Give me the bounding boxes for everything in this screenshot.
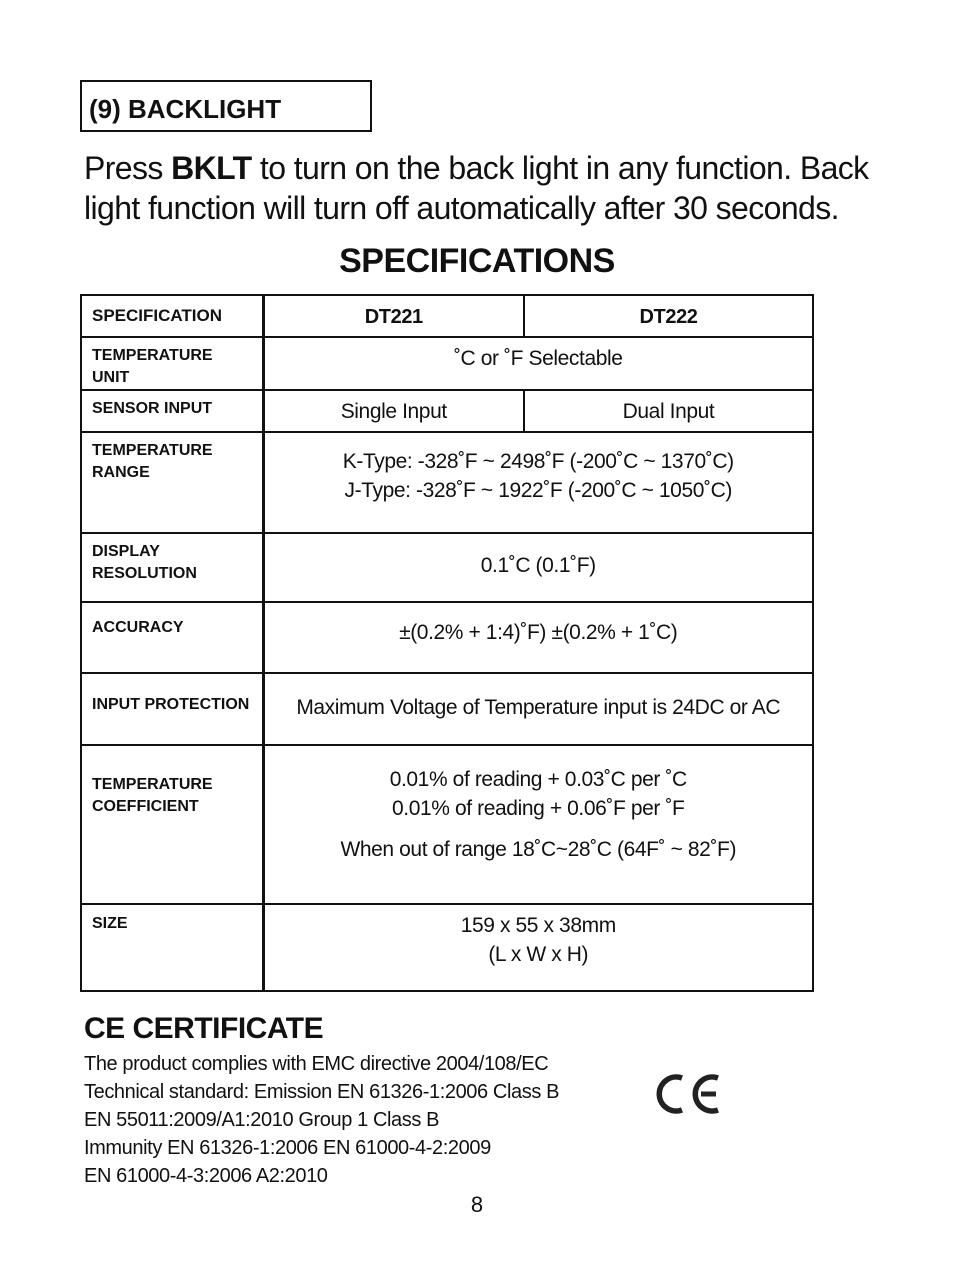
intro-text-before: Press <box>84 150 172 186</box>
section-heading: (9) BACKLIGHT <box>89 94 282 124</box>
temperature-range-value <box>263 432 813 533</box>
table-row <box>81 673 813 745</box>
ce-certificate-title: CE CERTIFICATE <box>84 1012 324 1045</box>
table-row <box>81 745 813 904</box>
size-value <box>263 904 813 991</box>
ce-mark-icon <box>652 1066 724 1122</box>
row-label-display-resolution <box>81 533 263 602</box>
accuracy-value: ±(0.2% + 1:4)˚F) ±(0.2% + 1˚C) <box>263 602 813 673</box>
coefficient-celsius: 0.01% of reading + 0.03˚C per ˚C <box>389 768 687 791</box>
bklt-key-label: BKLT <box>171 150 252 186</box>
input-protection-value: Maximum Voltage of Temperature input is 24DC or AC <box>263 673 813 745</box>
coefficient-range-note: When out of range 18˚C~28˚C (64F˚ ~ 82˚F) <box>340 838 737 861</box>
row-label-temperature-coefficient <box>81 745 263 904</box>
display-resolution-value: 0.1˚C (0.1˚F) <box>263 533 813 602</box>
specifications-title: SPECIFICATIONS <box>339 242 615 280</box>
ce-line: EN 61000-4-3:2006 A2:2010 <box>84 1165 328 1187</box>
table-header-row <box>81 295 813 337</box>
size-dimension-order: (L x W x H) <box>488 943 589 966</box>
backlight-instructions <box>84 148 884 228</box>
table-row <box>81 337 813 390</box>
header-dt222: DT222 <box>524 295 813 337</box>
specifications-table <box>80 294 814 992</box>
temperature-unit-value: ˚C or ˚F Selectable <box>263 337 813 390</box>
sensor-input-dt221: Single Input <box>263 390 524 432</box>
table-row <box>81 390 813 432</box>
table-row <box>81 533 813 602</box>
ce-certificate-text <box>84 1050 624 1190</box>
row-label-temperature-range <box>81 432 263 533</box>
header-dt221: DT221 <box>263 295 524 337</box>
size-dimensions: 159 x 55 x 38mm <box>460 914 616 937</box>
ce-line: The product complies with EMC directive 2004/108/EC <box>84 1053 549 1075</box>
ce-line: EN 55011:2009/A1:2010 Group 1 Class B <box>84 1109 440 1131</box>
table-row <box>81 904 813 991</box>
row-label-temperature-unit: TEMPERATURE UNIT <box>81 337 263 390</box>
label-line: TEMPERATURE <box>92 442 213 459</box>
label-line: DISPLAY <box>92 543 160 560</box>
k-type-range: K-Type: -328˚F ~ 2498˚F (-200˚C ~ 1370˚C) <box>342 450 734 473</box>
table-row <box>81 602 813 673</box>
row-label-sensor-input: SENSOR INPUT <box>81 390 263 432</box>
ce-mark-logo <box>652 1066 724 1122</box>
row-label-size: SIZE <box>81 904 263 991</box>
sensor-input-dt222: Dual Input <box>524 390 813 432</box>
label-line: RANGE <box>92 464 150 481</box>
row-label-input-protection: INPUT PROTECTION <box>81 673 263 745</box>
ce-line: Immunity EN 61326-1:2006 EN 61000-4-2:2009 <box>84 1137 491 1159</box>
label-line: COEFFICIENT <box>92 798 199 815</box>
section-heading-box <box>80 80 372 132</box>
label-line: TEMPERATURE <box>92 776 213 793</box>
table-row <box>81 432 813 533</box>
j-type-range: J-Type: -328˚F ~ 1922˚F (-200˚C ~ 1050˚C) <box>344 479 732 502</box>
coefficient-fahrenheit: 0.01% of reading + 0.06˚F per ˚F <box>392 797 685 820</box>
label-line: RESOLUTION <box>92 565 197 582</box>
header-specification: SPECIFICATION <box>81 295 263 337</box>
row-label-accuracy: ACCURACY <box>81 602 263 673</box>
intro-text-after: to turn on the back light in any function. Back light function will turn off automatically after 30 seconds. <box>84 150 869 226</box>
ce-line: Technical standard: Emission EN 61326-1:2006 Class B <box>84 1081 560 1103</box>
page-number: 8 <box>470 1192 484 1217</box>
temperature-coefficient-value <box>263 745 813 904</box>
